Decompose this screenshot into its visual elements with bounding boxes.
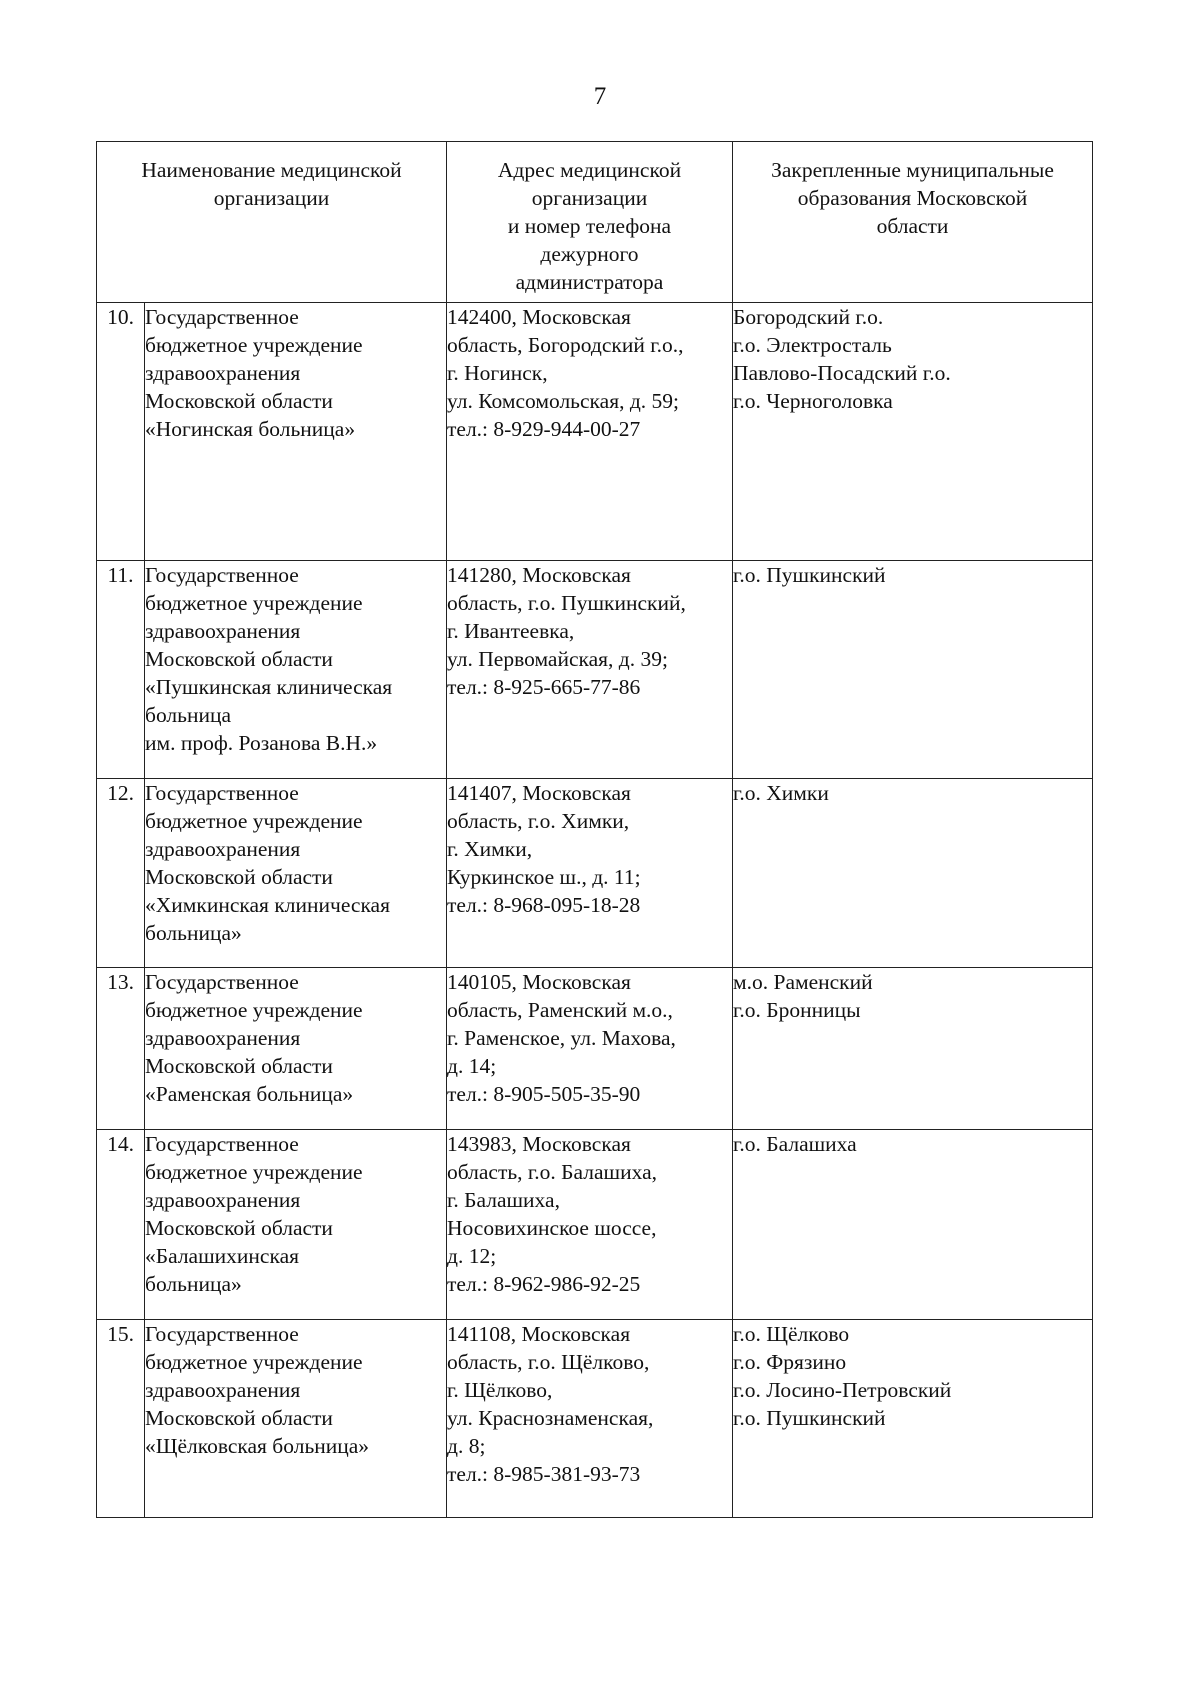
assigned-municipalities: Богородский г.о. г.о. Электросталь Павлово-Посадский г.о. г.о. Черноголовка xyxy=(733,303,1093,561)
medical-organizations-table xyxy=(96,141,1093,1518)
organization-name: Государственное бюджетное учреждение здравоохранения Московской области «Ногинская больница» xyxy=(145,303,447,561)
organization-address: 141280, Московская область, г.о. Пушкинский, г. Ивантеевка, ул. Первомайская, д. 39; тел.: 8-925-665-77-86 xyxy=(447,561,733,779)
organization-name: Государственное бюджетное учреждение здравоохранения Московской области «Химкинская клиническая больница» xyxy=(145,779,447,968)
assigned-municipalities: г.о. Пушкинский xyxy=(733,561,1093,779)
assigned-municipalities: г.о. Балашиха xyxy=(733,1130,1093,1320)
table-header-row xyxy=(97,142,1093,303)
table-row xyxy=(97,1130,1093,1320)
assigned-municipalities: г.о. Щёлково г.о. Фрязино г.о. Лосино-Петровский г.о. Пушкинский xyxy=(733,1320,1093,1518)
organization-address: 141108, Московская область, г.о. Щёлково, г. Щёлково, ул. Краснознаменская, д. 8; тел.: 8-985-381-93-73 xyxy=(447,1320,733,1518)
row-number: 13. xyxy=(97,968,145,1130)
row-number: 10. xyxy=(97,303,145,561)
page-number: 7 xyxy=(593,83,607,110)
table-row xyxy=(97,561,1093,779)
row-number: 14. xyxy=(97,1130,145,1320)
organization-address: 141407, Московская область, г.о. Химки, г. Химки, Куркинское ш., д. 11; тел.: 8-968-095-18-28 xyxy=(447,779,733,968)
row-number: 12. xyxy=(97,779,145,968)
table-row xyxy=(97,779,1093,968)
organization-address: 140105, Московская область, Раменский м.о., г. Раменское, ул. Махова, д. 14; тел.: 8-905-505-35-90 xyxy=(447,968,733,1130)
header-organization-name: Наименование медицинской организации xyxy=(97,142,447,303)
assigned-municipalities: м.о. Раменский г.о. Бронницы xyxy=(733,968,1093,1130)
table-row xyxy=(97,303,1093,561)
organization-name: Государственное бюджетное учреждение здравоохранения Московской области «Раменская больница» xyxy=(145,968,447,1130)
organization-name: Государственное бюджетное учреждение здравоохранения Московской области «Балашихинская больница» xyxy=(145,1130,447,1320)
assigned-municipalities: г.о. Химки xyxy=(733,779,1093,968)
header-organization-address: Адрес медицинской организации и номер телефона дежурного администратора xyxy=(447,142,733,303)
row-number: 11. xyxy=(97,561,145,779)
header-assigned-municipalities: Закрепленные муниципальные образования Московской области xyxy=(733,142,1093,303)
organization-name: Государственное бюджетное учреждение здравоохранения Московской области «Щёлковская больница» xyxy=(145,1320,447,1518)
organization-address: 143983, Московская область, г.о. Балашиха, г. Балашиха, Носовихинское шоссе, д. 12; тел.: 8-962-986-92-25 xyxy=(447,1130,733,1320)
row-number: 15. xyxy=(97,1320,145,1518)
table-row xyxy=(97,1320,1093,1518)
organization-name: Государственное бюджетное учреждение здравоохранения Московской области «Пушкинская клиническая больница им. проф. Розанова В.Н.» xyxy=(145,561,447,779)
organization-address: 142400, Московская область, Богородский г.о., г. Ногинск, ул. Комсомольская, д. 59; тел.: 8-929-944-00-27 xyxy=(447,303,733,561)
table-row xyxy=(97,968,1093,1130)
